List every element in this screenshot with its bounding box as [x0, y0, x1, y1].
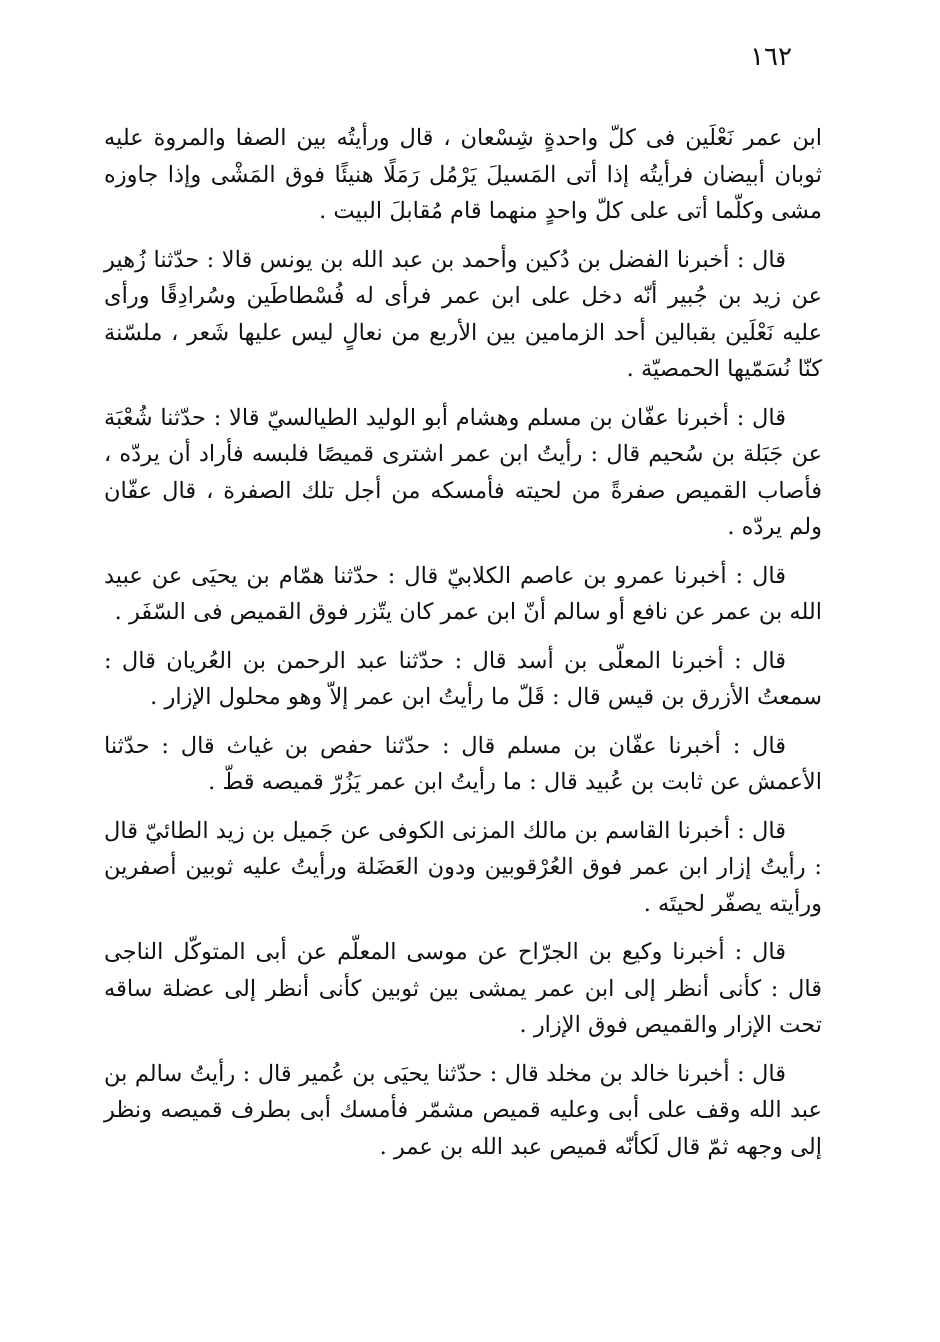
paragraph-6: قال : أخبرنا عفّان بن مسلم قال : حدّثنا حفص بن غياث قال : حدّثنا الأعمش عن ثابت بن عُبيد قال : ما رأيتُ ابن عمر يَزُرّ قميصه قطّ . [104, 732, 822, 795]
paragraph-2: قال : أخبرنا الفضل بن دُكين وأحمد بن عبد الله بن يونس قالا : حدّثنا زُهير عن زيد بن جُبير أنّه دخل على ابن عمر فرأى له فُسْطاطَين وسُرادِقًا ورأى عليه نَعْلَين بقبالين أحد الزمامين بين الأربع من نعالٍ ليس عليها شَعر ، ملسّنة كنّا نُسَمّيها الحمصيّة . [104, 246, 822, 382]
paragraph-1: ابن عمر نَعْلَين فى كلّ واحدةٍ شِسْعان ، قال ورأيتُه بين الصفا والمروة عليه ثوبان أبيضان فرأيتُه إذا أتى المَسيلَ يَرْمُل رَمَلًا هنيئًا فوق المَشْى وإذا جاوزه مشى وكلّما أتى على كلّ واحدٍ منهما قام مُقابلَ البيت . [104, 125, 822, 224]
paragraph-5: قال : أخبرنا المعلّى بن أسد قال : حدّثنا عبد الرحمن بن العُريان قال : سمعتُ الأزرق بن قيس قال : قَلّ ما رأيتُ ابن عمر إلاّ وهو محلول الإزار . [104, 647, 822, 710]
paragraph-9: قال : أخبرنا خالد بن مخلد قال : حدّثنا يحيَى بن عُمير قال : رأيتُ سالم بن عبد الله وقف على أبى وعليه قميص مشمّر فأمسك أبى بطرف قميصه ونظر إلى وجهه ثمّ قال لَكأنّه قميص عبد الله بن عمر . [104, 1060, 822, 1160]
paragraph-4: قال : أخبرنا عمرو بن عاصم الكلابيّ قال : حدّثنا همّام بن يحيَى عن عبيد الله بن عمر عن نافع أو سالم أنّ ابن عمر كان يتّزر فوق القميص فى السّفَر . [104, 562, 822, 625]
paragraph-3: قال : أخبرنا عفّان بن مسلم وهشام أبو الوليد الطيالسيّ قالا : حدّثنا شُعْبَة عن جَبَلة بن سُحيم قال : رأيتُ ابن عمر اشترى قميصًا فلبسه فأراد أن يردّه ، فأصاب القميص صفرةً من لحيته فأمسكه من أجل تلك الصفرة ، قال عفّان ولم يردّه . [104, 404, 822, 540]
page-body [104, 120, 822, 1177]
page-number: ١٦٢ [750, 42, 792, 72]
paragraph-8: قال : أخبرنا وكيع بن الجرّاح عن موسى المعلّم عن أبى المتوكّل الناجى قال : كأنى أنظر إلى ابن عمر يمشى بين ثوبين كأنى أنظر إلى عضلة ساقه تحت الإزار والقميص فوق الإزار . [104, 939, 822, 1038]
paragraph-7: قال : أخبرنا القاسم بن مالك المزنى الكوفى عن جَميل بن زيد الطائيّ قال : رأيتُ إزار ابن عمر فوق العُرْقوبين ودون العَضَلة ورأيتُ عليه ثوبين أصفرين ورأيته يصفّر لحيتَه . [104, 817, 822, 917]
